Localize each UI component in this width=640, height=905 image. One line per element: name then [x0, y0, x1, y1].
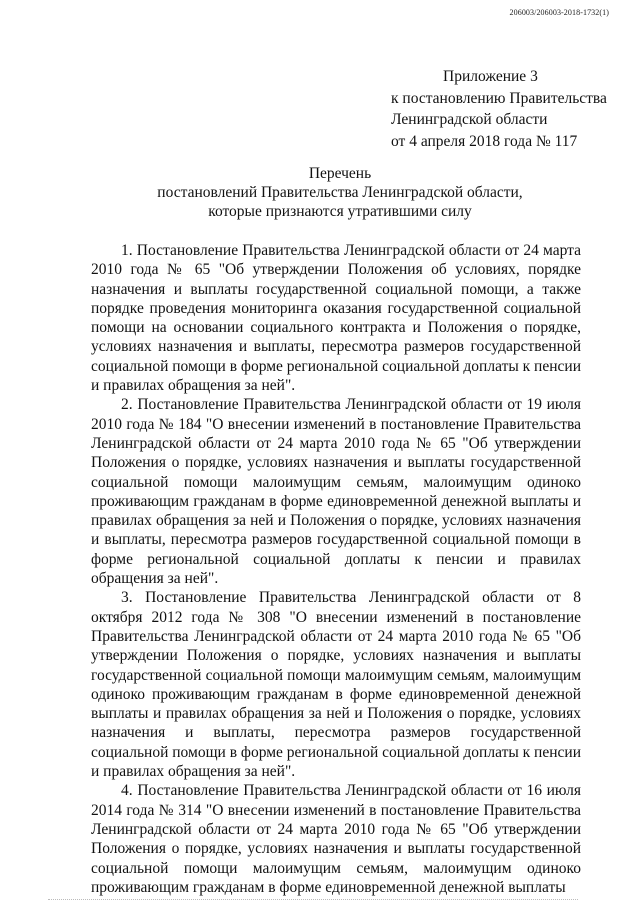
appendix-block: [391, 66, 621, 152]
document-heading: [100, 164, 580, 221]
heading-subtitle-2: которые признаются утратившими силу: [208, 203, 472, 220]
list-item: 1. Постановление Правительства Ленинградской области от 24 марта 2010 года № 65 "Об утверждении Положения об условиях, порядке назначения и выплаты государственной социальной помощи, а также порядке проведения мониторинга оказания государственной социальной помощи на основании социального контракта и Положения о порядке, условиях назначения и выплаты, пересмотра размеров государственной социальной помощи в форме региональной социальной доплаты к пенсии и правилах обращения за ней".: [91, 242, 581, 395]
document-body: [91, 241, 581, 897]
appendix-date: от 4 апреля 2018 года № 117: [391, 132, 578, 150]
list-item: 4. Постановление Правительства Ленинградской области от 16 июля 2014 года № 314 "О внесении изменений в постановление Правительства Ленинградской области от 24 марта 2010 года № 65 "Об утверждении Положения о порядке, условиях назначения и выплаты государственной социальной помощи малоимущим семьям, малоимущим одиноко проживающим гражданам в форме единовременной денежной выплаты: [91, 782, 581, 896]
document-id: 206003/206003-2018-1732(1): [509, 8, 609, 17]
appendix-reference: к постановлению Правительства: [391, 89, 607, 107]
page-bottom-divider: [48, 899, 578, 900]
appendix-number: Приложение 3: [443, 68, 538, 85]
heading-subtitle: постановлений Правительства Ленинградской области,: [157, 184, 523, 201]
list-item: 3. Постановление Правительства Ленинградской области от 8 октября 2012 года № 308 "О внесении изменений в постановление Правительства Ленинградской области от 24 марта 2010 года № 65 "Об утверждении Положения о порядке, условиях назначения и выплаты государственной социальной помощи малоимущим семьям, малоимущим одиноко проживающим гражданам в форме единовременной денежной выплаты и правилах обращения за ней и Положения о порядке, условиях назначения и выплаты, пересмотра размеров государственной социальной помощи в форме региональной социальной доплаты к пенсии и правилах обращения за ней".: [91, 589, 581, 781]
list-item: 2. Постановление Правительства Ленинградской области от 19 июля 2010 года № 184 "О внесении изменений в постановление Правительства Ленинградской области от 24 марта 2010 года № 65 "Об утверждении Положения о порядке, условиях назначения и выплаты государственной социальной помощи малоимущим семьям, малоимущим одиноко проживающим гражданам в форме единовременной денежной выплаты и правилах обращения за ней и Положения о порядке, условиях назначения и выплаты, пересмотра размеров государственной социальной помощи в форме региональной социальной доплаты к пенсии и правилах обращения за ней".: [91, 396, 581, 588]
heading-title: Перечень: [308, 165, 372, 182]
appendix-region: Ленинградской области: [391, 111, 548, 128]
